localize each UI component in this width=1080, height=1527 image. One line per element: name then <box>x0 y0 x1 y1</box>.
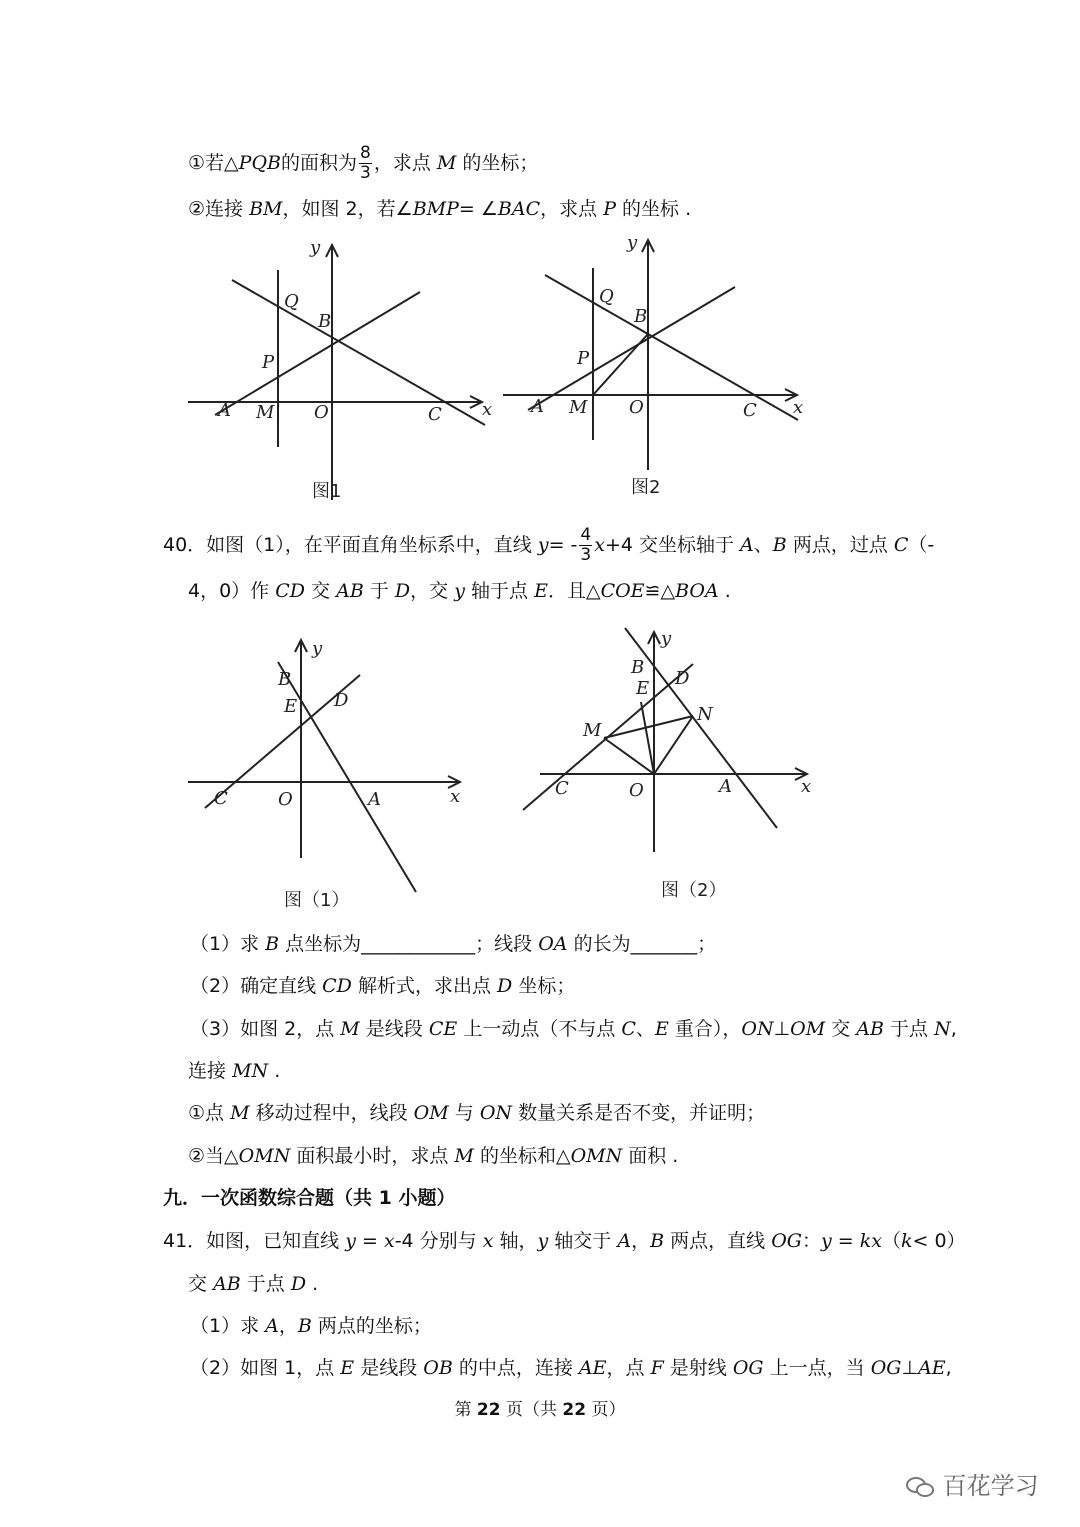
q40-stem-line1: 40．如图（1），在平面直角坐标系中，直线 y= - $\frac{4}{3}$ x+4 交坐标轴于 A、B 两点，过点 C（- <box>163 525 935 565</box>
q40-part2: （2）确定直线 CD 解析式，求出点 D 坐标； <box>190 975 576 997</box>
figure-caption: 图2 <box>631 477 661 498</box>
label-M: M <box>583 720 602 741</box>
label-C: C <box>428 404 442 425</box>
label-C: C <box>214 788 228 809</box>
q40-part3: （3）如图 2，点 M 是线段 CE 上一动点（不与点 C、E 重合），ON⊥OM 交 AB 于点 N, <box>190 1018 957 1040</box>
q41-stem-line1: 41．如图，已知直线 y = x-4 分别与 x 轴，y 轴交于 A，B 两点，直线 OG：y = kx（k< 0） <box>163 1230 966 1252</box>
label-M: M <box>569 397 588 418</box>
label-x: x <box>793 397 804 418</box>
label-B: B <box>318 311 332 332</box>
watermark <box>905 1466 1039 1501</box>
label-y: y <box>627 232 638 253</box>
label-C: C <box>743 400 757 421</box>
label-Q: Q <box>284 291 299 312</box>
label-E: E <box>284 696 298 717</box>
section-heading: 九．一次函数综合题（共 1 小题） <box>163 1187 456 1209</box>
label-O: O <box>278 789 293 810</box>
wechat-icon <box>905 1476 935 1498</box>
watermark-text: 百花学习 <box>942 1472 1039 1500</box>
label-A: A <box>368 789 381 810</box>
q41-part1: （1）求 A，B 两点的坐标； <box>190 1315 432 1337</box>
figure-caption: 图（2） <box>661 880 727 901</box>
q40-part3-cont: 连接 MN . <box>188 1060 281 1082</box>
label-N: N <box>697 704 713 725</box>
q39-item2: ②连接 BM，如图 2，若∠BMP= ∠BAC，求点 P 的坐标 . <box>188 198 692 220</box>
fraction-8-3: $\frac{8}{3}$ <box>360 143 371 183</box>
label-E: E <box>636 678 650 699</box>
q40-figure-1 <box>180 630 480 915</box>
label-P: P <box>262 352 275 373</box>
figure-caption: 图1 <box>312 481 342 502</box>
q39-figure-2 <box>495 230 815 505</box>
label-C: C <box>555 778 569 799</box>
fraction-4-3: $\frac{4}{3}$ <box>580 525 592 565</box>
q39-figure-1 <box>180 235 500 510</box>
label-x: x <box>801 776 812 797</box>
q39-item1: ①若△PQB的面积为 $\frac{8}{3}$ ，求点 M 的坐标； <box>188 143 539 183</box>
label-A: A <box>719 776 732 797</box>
label-y: y <box>661 628 672 649</box>
label-D: D <box>675 668 690 689</box>
label-M: M <box>256 402 275 423</box>
label-A: A <box>218 400 231 421</box>
label-P: P <box>577 348 590 369</box>
q40-stem-line2: 4，0）作 CD 交 AB 于 D，交 y 轴于点 E．且△COE≌△BOA . <box>188 580 731 602</box>
label-B: B <box>278 669 292 690</box>
label-O: O <box>629 780 644 801</box>
q40-figure-2 <box>515 620 825 905</box>
label-y: y <box>310 237 321 258</box>
q40-part1: （1）求 B 点坐标为____________；线段 OA 的长为_______； <box>190 933 717 955</box>
label-O: O <box>629 397 644 418</box>
label-x: x <box>482 399 493 420</box>
label-O: O <box>314 402 329 423</box>
label-Q: Q <box>599 286 614 307</box>
label-A: A <box>531 396 544 417</box>
label-B: B <box>631 657 645 678</box>
q40-sub1: ①点 M 移动过程中，线段 OM 与 ON 数量关系是否不变，并证明； <box>188 1102 766 1124</box>
label-B: B <box>634 306 648 327</box>
page-footer: 第 22 页（共 22 页） <box>454 1400 626 1420</box>
label-x: x <box>450 786 461 807</box>
label-y: y <box>312 638 323 659</box>
q40-sub2: ②当△OMN 面积最小时，求点 M 的坐标和△OMN 面积 . <box>188 1145 679 1167</box>
label-D: D <box>334 690 349 711</box>
q41-part2: （2）如图 1，点 E 是线段 OB 的中点，连接 AE，点 F 是射线 OG 上一点，当 OG⊥AE, <box>190 1357 952 1379</box>
figure-caption: 图（1） <box>284 890 350 911</box>
q41-stem-line2: 交 AB 于点 D . <box>188 1273 319 1295</box>
